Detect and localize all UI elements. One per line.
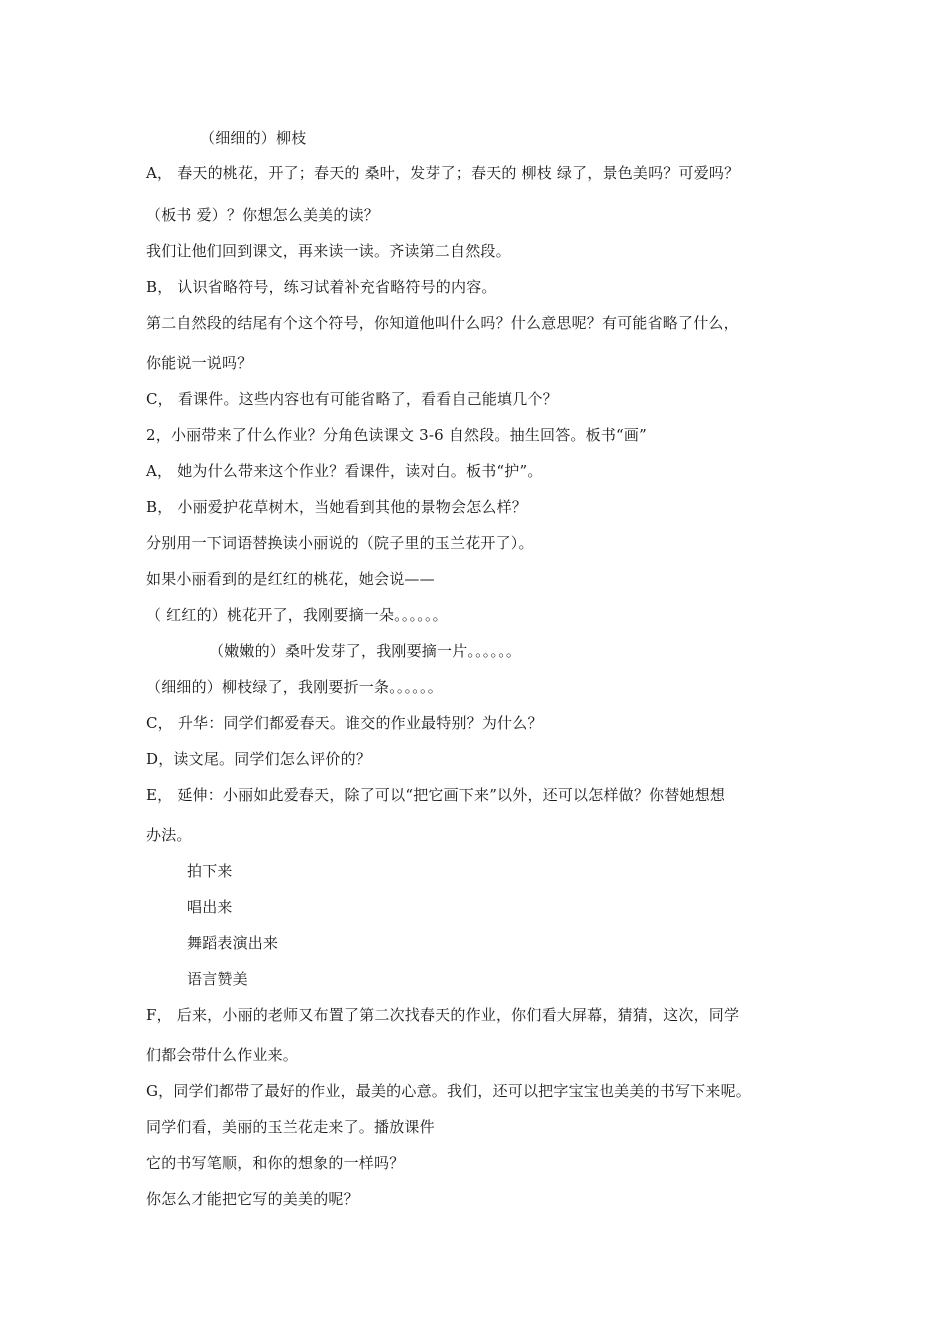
text-line: D，读文尾。同学们怎么评价的？ [146,750,372,768]
text-line: 如果小丽看到的是红红的桃花，她会说—— [146,570,435,588]
text-line: 唱出来 [187,898,233,916]
text-line: 它的书写笔顺，和你的想象的一样吗？ [146,1154,405,1172]
text-line: 语言赞美 [187,970,248,988]
text-line: （细细的）柳枝绿了，我刚要折一条。。。。。。 [146,678,443,696]
text-line: （板书 爱）？你想怎么美美的读？ [146,206,379,224]
text-line: E， 延伸：小丽如此爱春天，除了可以“把它画下来”以外，还可以怎样做？你替她想想 [146,786,726,804]
text-line: F， 后来，小丽的老师又布置了第二次找春天的作业，你们看大屏幕，猜猜，这次，同学 [146,1006,740,1024]
text-line: B， 小丽爱护花草树木，当她看到其他的景物会怎么样？ [146,498,527,516]
text-line: 2，小丽带来了什么作业？分角色读课文 3-6 自然段。抽生回答。板书“画” [146,426,647,444]
text-line: 分别用一下词语替换读小丽说的（院子里的玉兰花开了）。 [146,534,534,552]
text-line: （嫩嫩的）桑叶发芽了，我刚要摘一片。。。。。。 [209,642,522,660]
text-line: A， 她为什么带来这个作业？看课件，读对白。板书“护”。 [146,462,543,480]
text-line: 我们让他们回到课文，再来读一读。齐读第二自然段。 [146,242,511,260]
text-line: 拍下来 [187,862,233,880]
text-line: 同学们看，美丽的玉兰花走来了。播放课件 [146,1118,435,1136]
text-line: B， 认识省略符号，练习试着补充省略符号的内容。 [146,278,497,296]
text-line: （ 红红的）桃花开了，我刚要摘一朵。。。。。。 [146,606,448,624]
text-line: 们都会带什么作业来。 [146,1046,299,1064]
text-line: 办法。 [146,826,192,844]
text-line: 你能说一说吗？ [146,354,253,372]
text-line: （细细的）柳枝 [200,129,307,147]
text-line: C， 升华：同学们都爱春天。谁交的作业最特别？为什么？ [146,714,543,732]
text-line: 你怎么才能把它写的美美的呢？ [146,1190,359,1208]
text-line: C， 看课件。这些内容也有可能省略了，看看自己能填几个？ [146,390,558,408]
text-line: 第二自然段的结尾有个这个符号，你知道他叫什么吗？什么意思呢？有可能省略了什么， [146,314,739,332]
text-line: G，同学们都带了最好的作业，最美的心意。我们，还可以把字宝宝也美美的书写下来呢。 [146,1082,751,1100]
text-line: 舞蹈表演出来 [187,934,279,952]
text-line: A， 春天的桃花，开了；春天的 桑叶，发芽了；春天的 柳枝 绿了，景色美吗？可爱吗？ [146,164,740,182]
